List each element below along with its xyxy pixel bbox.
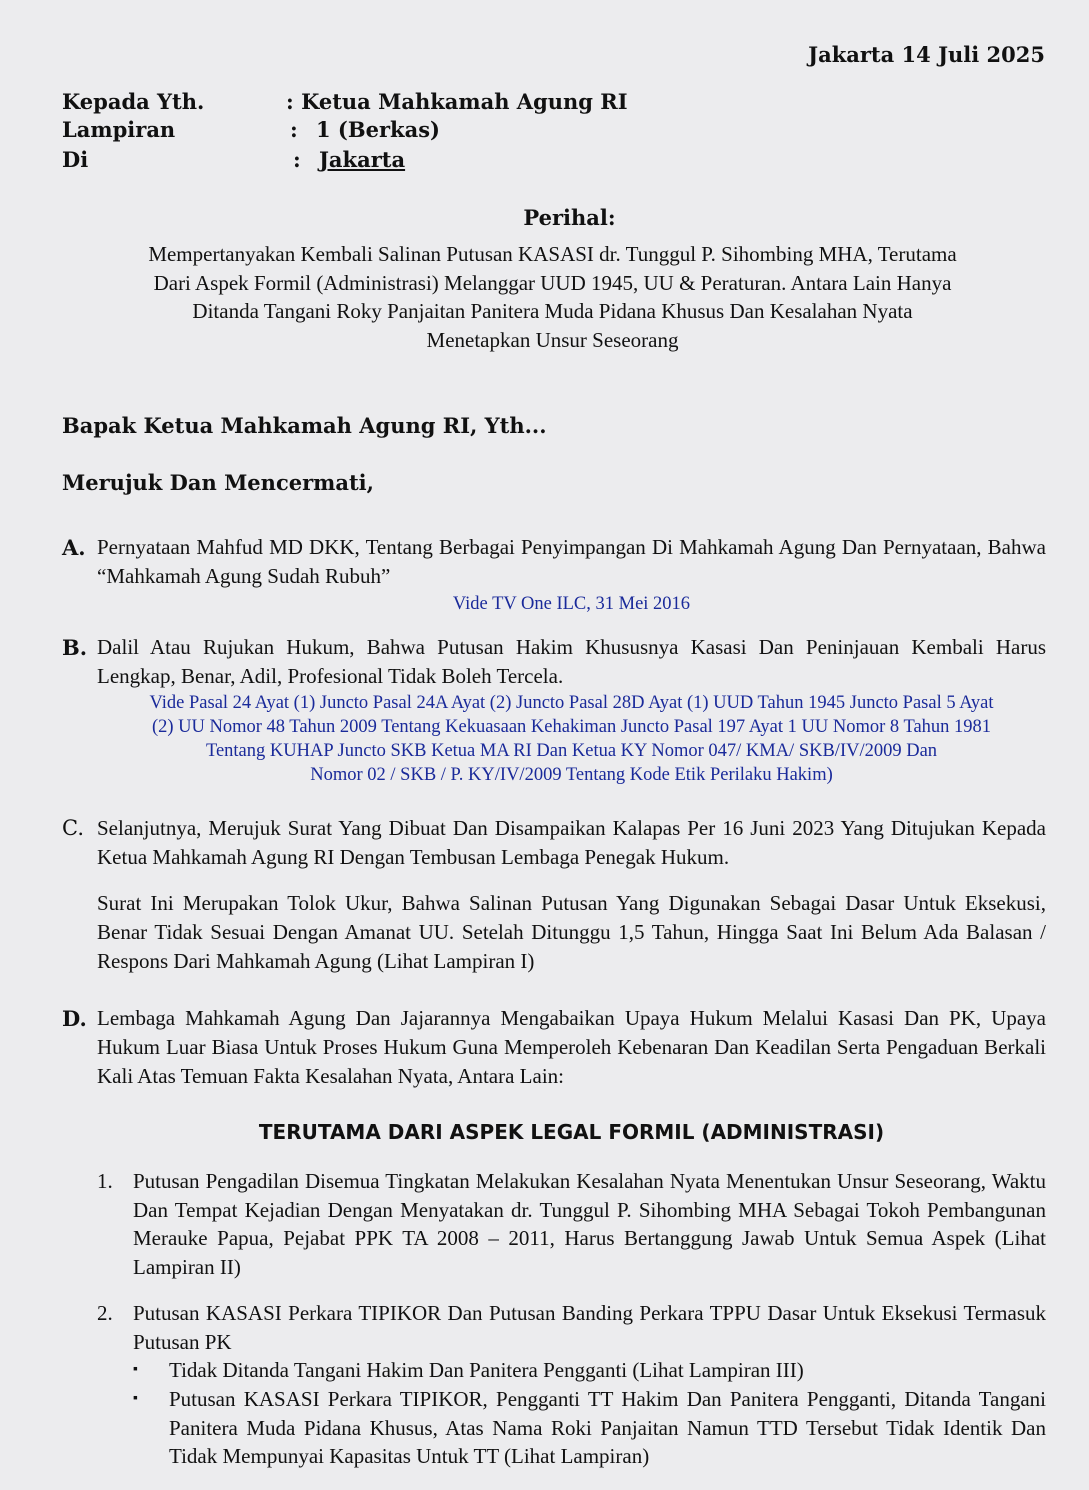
lampiran-value: 1 (Berkas) (316, 117, 440, 142)
section-b (62, 633, 1046, 787)
vide-line: Nomor 02 / SKB / P. KY/IV/2009 Tentang Kode Etik Perilaku Hakim) (310, 765, 833, 785)
di-value: Jakarta (319, 147, 406, 172)
kepada-label: Kepada Yth. (62, 89, 205, 114)
section-c-text: Selanjutnya, Merujuk Surat Yang Dibuat Dan Disampaikan Kalapas Per 16 Juni 2023 Yang Ditujukan Kepada Ketua Mahkamah Agung RI Dengan Tembusan Lembaga Penegak Hukum. (97, 816, 1046, 869)
perihal-line: Menetapkan Unsur Seseorang (426, 327, 679, 352)
section-c-text2: Surat Ini Merupakan Tolok Ukur, Bahwa Salinan Putusan Yang Digunakan Sebagai Dasar Untuk Eksekusi, Benar Tidak Sesuai Dengan Amanat UU. Setelah Ditunggu 1,5 Tahun, Hingga Saat Ini Belum Ada Balasan / Respons Dari Mahkamah Agung (Lihat Lampiran I) (97, 891, 1046, 973)
vide-line: (2) UU Nomor 48 Tahun 2009 Tentang Kekuasaan Kehakiman Juncto Pasal 197 Ayat 1 UU Nomor 8 Tahun 1981 (151, 717, 992, 737)
list-item (97, 1167, 1046, 1281)
section-c-marker: C. (62, 816, 84, 840)
vide-line: Tentang KUHAP Juncto SKB Ketua MA RI Dan Ketua KY Nomor 047/ KMA/ SKB/IV/2009 Dan (205, 741, 938, 761)
di-label: Di (62, 147, 89, 172)
section-d-marker: D. (62, 1006, 87, 1031)
bullet-2-text: Putusan KASASI Perkara TIPIKOR, Pengganti TT Hakim Dan Panitera Pengganti, Ditanda Tangani Panitera Muda Pidana Khusus, Atas Nama Roki Panjaitan Namun TTD Tersebut Tidak Identik Dan Tidak Mempunyai Kapasitas Untuk TT (Lihat Lampiran) (169, 1387, 1046, 1468)
section-d-text: Lembaga Mahkamah Agung Dan Jajarannya Mengabaikan Upaya Hukum Melalui Kasasi Dan PK, Upaya Hukum Luar Biasa Untuk Proses Hukum Guna Memperoleh Kebenaran Dan Keadilan Serta Pengaduan Berkali Kali Atas Temuan Fakta Kesalahan Nyata, Antara Lain: (97, 1006, 1046, 1088)
perihal-line: Mempertanyakan Kembali Salinan Putusan KASASI dr. Tunggul P. Sihombing MHA, Terutama (148, 242, 957, 266)
lampiran-label: Lampiran (62, 117, 176, 142)
section-c (62, 814, 1046, 976)
section-b-text: Dalil Atau Rujukan Hukum, Bahwa Putusan Hakim Khususnya Kasasi Dan Peninjauan Kembali Harus Lengkap, Benar, Adil, Profesional Tidak Boleh Tercela. (97, 635, 1046, 688)
merujuk-heading: Merujuk Dan Mencermati, (62, 470, 374, 495)
perihal-line: Dari Aspek Formil (Administrasi) Melanggar UUD 1945, UU & Peraturan. Antara Lain Hanya (153, 270, 952, 295)
item-1-text: Putusan Pengadilan Disemua Tingkatan Melakukan Kesalahan Nyata Menentukan Unsur Seseorang, Waktu Dan Tempat Kejadian Dengan Menyatakan dr. Tunggul P. Sihombing MHA Sebagai Tokoh Pembangunan Merauke Papua, Pejabat PPK TA 2008 – 2011, Harus Bertanggung Jawab Untuk Semua Aspek (Lihat Lampiran II) (133, 1169, 1046, 1279)
section-a-vide: Vide TV One ILC, 31 Mei 2016 (452, 594, 691, 614)
list-item (97, 1299, 1046, 1356)
section-d (62, 1004, 1046, 1091)
section-a (62, 533, 1046, 616)
bullet-icon: ▪ (133, 1391, 138, 1406)
item-2-text: Putusan KASASI Perkara TIPIKOR Dan Putusan Banding Perkara TPPU Dasar Untuk Eksekusi Termasuk Putusan PK (133, 1301, 1046, 1354)
section-a-text: Pernyataan Mahfud MD DKK, Tentang Berbagai Penyimpangan Di Mahkamah Agung Dan Pernyataan, Bahwa “Mahkamah Agung Sudah Rubuh” (97, 535, 1046, 588)
perihal-label: Perihal: (523, 205, 616, 230)
perihal-line: Ditanda Tangani Roky Panjaitan Panitera Muda Pidana Khusus Dan Kesalahan Nyata (192, 299, 913, 323)
bullet-1-text: Tidak Ditanda Tangani Hakim Dan Panitera Pengganti (Lihat Lampiran III) (169, 1358, 804, 1382)
bullet-item (133, 1356, 1046, 1385)
section-b-vide (97, 691, 1046, 787)
lampiran-colon: : (290, 117, 298, 142)
subheading: TERUTAMA DARI ASPEK LEGAL FORMIL (ADMINISTRASI) (258, 1120, 885, 1144)
item-1-marker: 1. (97, 1169, 113, 1193)
perihal-text (60, 240, 1045, 354)
salutation: Bapak Ketua Mahkamah Agung RI, Yth... (62, 413, 547, 438)
kepada-value: : Ketua Mahkamah Agung RI (286, 89, 628, 114)
bullet-item (133, 1385, 1046, 1471)
vide-line: Vide Pasal 24 Ayat (1) Juncto Pasal 24A Ayat (2) Juncto Pasal 28D Ayat (1) UUD Tahun 1945 Juncto Pasal 5 Ayat (149, 693, 994, 713)
section-b-marker: B. (62, 635, 88, 660)
item-2-marker: 2. (97, 1301, 113, 1325)
bullet-icon: ▪ (133, 1362, 138, 1377)
letter-date: Jakarta 14 Juli 2025 (808, 42, 1045, 67)
section-a-marker: A. (62, 535, 86, 560)
di-colon: : (293, 147, 301, 172)
